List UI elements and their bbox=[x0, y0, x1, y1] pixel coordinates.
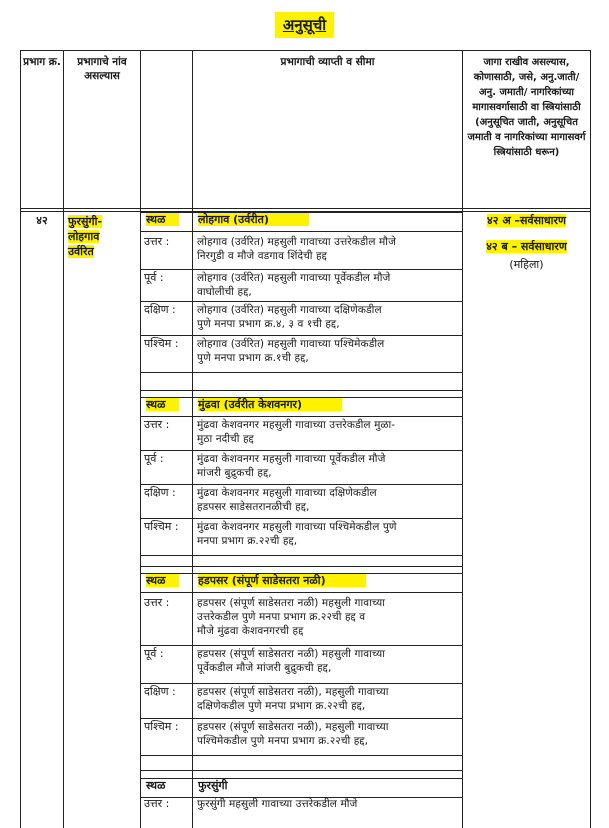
boundary-line: दक्षिणेकडील पुणे मनपा प्रभाग क्र.२२ची हद्द, bbox=[197, 700, 366, 712]
boundary-line: मुंढवा केशवनगर महसुली गावाच्या उत्तरेकडील मुळा- bbox=[197, 419, 396, 431]
section-0-east-label: पूर्व : bbox=[144, 271, 164, 284]
blank-row-2-bottom-line bbox=[140, 770, 462, 771]
header-reservation-text: जागा राखीव असल्यास, कोणासाठी, जसे, अनु.जाती/ अनु. जमाती/ नागरिकांच्या मागासवर्गासाठी वा स्त्रियांसाठी (अनुसूचित जाती, अनुसूचित जमाती व नागरिकांच्या मागासवर्ग स्त्रियांसाठी धरून) bbox=[467, 57, 586, 158]
section-1-north-bottom-line bbox=[140, 450, 462, 451]
boundary-line: हडपसर (संपूर्ण साडेसतरा नळी), महसुली गावाच्या bbox=[197, 721, 389, 733]
reservation-b bbox=[466, 240, 587, 254]
boundary-line: मौजे मुंढवा केशवनगरची हद्द bbox=[197, 625, 304, 637]
section-1-place-label bbox=[146, 398, 179, 412]
title-wrap bbox=[0, 12, 609, 38]
place-label-text: स्थळ bbox=[146, 779, 166, 792]
boundary-line: पश्चिमेकडील पुणे मनपा प्रभाग क्र.२२ची हद्द, bbox=[197, 735, 369, 747]
boundary-line: मुंढवा केशवनगर महसुली गावाच्या पश्चिमेकडील पुणे bbox=[197, 521, 397, 533]
section-1-north-text bbox=[197, 418, 459, 446]
boundary-line: पूर्वेकडील मौजे मांजरी बुद्रुकची हद्द, bbox=[197, 662, 332, 674]
ward-name-line2: लोहगाव bbox=[68, 230, 100, 243]
boundary-line: पुणे मनपा प्रभाग क्र.१ची हद्द, bbox=[197, 352, 309, 364]
place-name-text: हडपसर (संपूर्ण साडेसतरा नळी) bbox=[198, 574, 366, 587]
boundary-line: लोहगाव (उर्वरित) महसुली गावाच्या पश्चिमेकडील bbox=[197, 338, 385, 350]
section-1-east-text bbox=[197, 452, 459, 480]
header-extent-text: प्रभागाची व्याप्ती व सीमा bbox=[280, 56, 375, 68]
section-1-south-text bbox=[197, 486, 459, 514]
boundary-line: लोहगाव (उर्वरित) महसुली गावाच्या उत्तरेकडील मौजे bbox=[197, 236, 397, 248]
section-2-east-text bbox=[197, 647, 459, 675]
boundary-line: फुरसुंगी महसुली गावाच्या उत्तरेकडील मौजे bbox=[197, 798, 358, 810]
section-2-north-bottom-line bbox=[140, 645, 462, 646]
place-label-text: स्थळ bbox=[146, 213, 179, 226]
ward-name-line1: फुरसुंगी- bbox=[68, 215, 103, 228]
boundary-line: लोहगाव (उर्वरित) महसुली गावाच्या दक्षिणेकडील bbox=[197, 304, 382, 316]
section-0-east-text bbox=[197, 271, 459, 299]
section-0-south-label: दक्षिण : bbox=[144, 303, 176, 316]
header-ward-number-text: प्रभाग क्र. bbox=[23, 56, 61, 68]
reservation-a-text: ४२ अ –सर्वसाधारण bbox=[487, 214, 566, 227]
section-0-west-label: पश्चिम : bbox=[144, 337, 179, 350]
boundary-line: निरगुडी व मौजे वडगाव शिंदेची हद्द bbox=[197, 250, 327, 262]
header-ward-number bbox=[21, 55, 63, 69]
reservation-b-note bbox=[466, 258, 587, 272]
header-extent bbox=[193, 55, 462, 69]
place-name-text: फुरसुंगी bbox=[198, 779, 228, 792]
header-ward-name bbox=[64, 55, 140, 83]
section-2-west-text bbox=[197, 720, 459, 748]
ward-name-line3: उर्वरित bbox=[68, 245, 94, 258]
boundary-line: मनपा प्रभाग क्र.२२ची हद्द, bbox=[197, 535, 298, 547]
section-2-east-label: पूर्व : bbox=[144, 647, 164, 660]
boundary-line: वाघोलीची हद्द, bbox=[197, 286, 252, 298]
header-ward-name-text: प्रभागाचे नांव असल्यास bbox=[77, 56, 127, 82]
boundary-line: मुंढवा केशवनगर महसुली गावाच्या पूर्वेकडील मौजे bbox=[197, 453, 386, 465]
reservation-a bbox=[466, 214, 587, 228]
header-bottom-border bbox=[20, 208, 591, 209]
boundary-line: मांजरी बुद्रुकची हद्द, bbox=[197, 467, 272, 479]
section-3-north-text bbox=[197, 797, 459, 811]
boundary-line: हडपसर (संपूर्ण साडेसतरा नळी) महसुली गावाच्या bbox=[197, 597, 386, 609]
place-label-text: स्थळ bbox=[146, 574, 179, 587]
boundary-line: हडपसर (संपूर्ण साडेसतरा नळी) महसुली गावाच्या bbox=[197, 648, 386, 660]
section-0-north-label: उत्तर : bbox=[144, 235, 170, 248]
section-2-west-label: पश्चिम : bbox=[144, 720, 179, 733]
section-2-west-bottom-line bbox=[140, 755, 462, 756]
table-top-border bbox=[20, 50, 591, 51]
section-3-place-name bbox=[198, 779, 227, 793]
section-2-south-text bbox=[197, 685, 459, 713]
section-1-place-bottom-line bbox=[140, 416, 462, 417]
section-0-west-bottom-line bbox=[140, 372, 462, 373]
section-3-north-label: उत्तर : bbox=[144, 797, 170, 810]
reservation-b-text: ४२ ब – सर्वसाधारण bbox=[486, 240, 567, 253]
section-0-place-bottom-line bbox=[140, 231, 462, 232]
section-1-south-label: दक्षिण : bbox=[144, 486, 176, 499]
boundary-line: मुठा नदीची हद्द bbox=[197, 433, 254, 445]
section-1-west-bottom-line bbox=[140, 555, 462, 556]
place-name-text: मुंढवा (उर्वरीत केशवनगर) bbox=[198, 398, 342, 411]
boundary-line: उत्तरेकडील पुणे मनपा प्रभाग क्र.२२ची हद्द व bbox=[197, 611, 366, 623]
table-right-border bbox=[590, 50, 591, 828]
boundary-line: पुणे मनपा प्रभाग क्र.४, ३ व १ची हद्द, bbox=[197, 318, 340, 330]
table-left-border bbox=[20, 50, 21, 828]
header-reservation bbox=[466, 55, 587, 160]
col-divider-4 bbox=[462, 50, 463, 828]
place-label-text: स्थळ bbox=[146, 398, 179, 411]
ward-name bbox=[68, 214, 138, 259]
section-1-west-text bbox=[197, 520, 459, 548]
place-name-text: लोहगाव (उर्वरीत) bbox=[198, 213, 309, 226]
boundary-line: लोहगाव (उर्वरित) महसुली गावाच्या पूर्वेकडील मौजे bbox=[197, 272, 391, 284]
section-2-south-label: दक्षिण : bbox=[144, 685, 176, 698]
section-2-place-bottom-line bbox=[140, 592, 462, 593]
section-1-north-label: उत्तर : bbox=[144, 418, 170, 431]
section-0-south-text bbox=[197, 303, 459, 331]
section-2-place-label bbox=[146, 574, 179, 588]
ward-number bbox=[21, 214, 63, 228]
col-divider-3 bbox=[192, 50, 193, 828]
section-1-east-bottom-line bbox=[140, 484, 462, 485]
section-1-west-label: पश्चिम : bbox=[144, 520, 179, 533]
section-2-north-label: उत्तर : bbox=[144, 596, 170, 609]
section-3-top-line bbox=[140, 778, 462, 779]
page-title: अनुसूची bbox=[275, 12, 334, 38]
section-2-east-bottom-line bbox=[140, 683, 462, 684]
section-0-west-text bbox=[197, 337, 459, 365]
section-0-south-bottom-line bbox=[140, 335, 462, 336]
blank-row-0-bottom-line bbox=[140, 390, 462, 391]
section-1-place-name bbox=[198, 398, 342, 412]
blank-row-1-bottom-line bbox=[140, 566, 462, 567]
section-0-place-label bbox=[146, 213, 179, 227]
section-0-place-name bbox=[198, 213, 309, 227]
section-0-north-text bbox=[197, 235, 459, 263]
section-0-north-bottom-line bbox=[140, 269, 462, 270]
section-3-place-label bbox=[146, 779, 165, 793]
ward-number-text: ४२ bbox=[36, 214, 48, 227]
col-divider-2 bbox=[140, 50, 141, 828]
boundary-line: हडपसर साडेसतरानळीची हद्द, bbox=[197, 501, 310, 513]
reservation-b-note-text: (महिला) bbox=[509, 258, 544, 271]
section-2-place-name bbox=[198, 574, 366, 588]
section-1-south-bottom-line bbox=[140, 518, 462, 519]
boundary-line: मुंढवा केशवनगर महसुली गावाच्या दक्षिणेकडील bbox=[197, 487, 377, 499]
section-1-east-label: पूर्व : bbox=[144, 452, 164, 465]
col-divider-1 bbox=[63, 50, 64, 828]
section-2-north-text bbox=[197, 596, 459, 638]
boundary-line: हडपसर (संपूर्ण साडेसतरा नळी), महसुली गावाच्या bbox=[197, 686, 389, 698]
section-0-east-bottom-line bbox=[140, 301, 462, 302]
section-2-south-bottom-line bbox=[140, 718, 462, 719]
